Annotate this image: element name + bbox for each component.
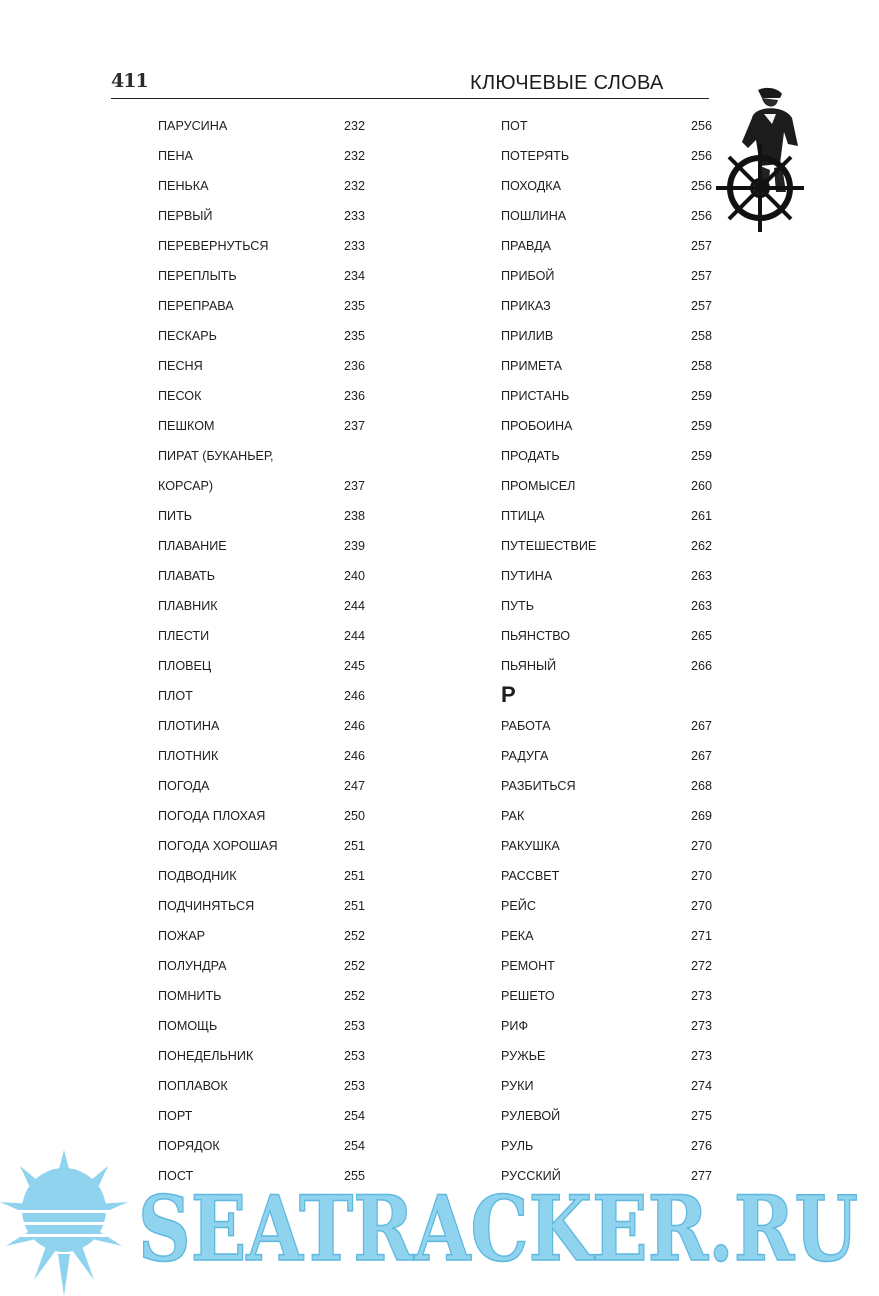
keyword-entry	[501, 1106, 731, 1136]
keyword-label: ПЕРВЫЙ	[158, 209, 213, 223]
keyword-entry	[501, 476, 731, 506]
keyword-page-number: 265	[691, 629, 713, 643]
keyword-entry	[501, 416, 731, 446]
keyword-label: РАБОТА	[501, 719, 551, 733]
keyword-label: ПЕРЕПРАВА	[158, 299, 234, 313]
keyword-label: ПРИМЕТА	[501, 359, 563, 373]
keyword-page-number: 240	[344, 569, 366, 583]
keyword-entry	[158, 176, 388, 206]
keyword-page-number: 275	[691, 1109, 713, 1123]
keyword-label: ПОПЛАВОК	[158, 1079, 228, 1093]
keyword-page-number: 232	[344, 149, 366, 163]
keyword-page-number: 244	[344, 599, 366, 613]
keyword-label: ПИРАТ (БУКАНЬЕР,	[158, 449, 274, 463]
keyword-label: ПЛОВЕЦ	[158, 659, 212, 673]
keyword-entry	[501, 986, 731, 1016]
keyword-label: ПЕРЕПЛЫТЬ	[158, 269, 237, 283]
keyword-page-number: 255	[344, 1169, 366, 1183]
keyword-page-number: 259	[691, 389, 713, 403]
keyword-label: ПОТ	[501, 119, 528, 133]
keyword-label: ПРОБОИНА	[501, 419, 573, 433]
keyword-page-number: 251	[344, 899, 366, 913]
keyword-entry	[501, 176, 731, 206]
keyword-label: РУКИ	[501, 1079, 534, 1093]
keyword-label: ПОДЧИНЯТЬСЯ	[158, 899, 255, 913]
keyword-entry	[158, 446, 388, 476]
keyword-column-left	[158, 116, 388, 1196]
keyword-page-number: 270	[691, 899, 713, 913]
keyword-entry	[501, 656, 731, 686]
keyword-label: ПРИСТАНЬ	[501, 389, 570, 403]
keyword-entry	[158, 386, 388, 416]
keyword-page-number: 235	[344, 299, 366, 313]
keyword-entry	[158, 416, 388, 446]
keyword-label: ПРОМЫСЕЛ	[501, 479, 576, 493]
keyword-entry	[158, 296, 388, 326]
keyword-page-number: 267	[691, 749, 713, 763]
keyword-entry	[501, 446, 731, 476]
keyword-page-number: 236	[344, 359, 366, 373]
keyword-entry	[501, 356, 731, 386]
keyword-page-number: 269	[691, 809, 713, 823]
keyword-entry	[501, 116, 731, 146]
keyword-page-number: 258	[691, 359, 713, 373]
keyword-page-number: 276	[691, 1139, 713, 1153]
keyword-page-number: 235	[344, 329, 366, 343]
keyword-page-number: 270	[691, 839, 713, 853]
section-letter-label: Р	[501, 682, 516, 707]
keyword-page-number: 252	[344, 989, 366, 1003]
keyword-page-number: 270	[691, 869, 713, 883]
keyword-page-number: 256	[691, 119, 713, 133]
keyword-page-number: 257	[691, 299, 713, 313]
keyword-label: ПОТЕРЯТЬ	[501, 149, 570, 163]
keyword-entry	[158, 986, 388, 1016]
keyword-label: ПОЖАР	[158, 929, 205, 943]
keyword-entry	[501, 1016, 731, 1046]
keyword-entry	[501, 536, 731, 566]
keyword-label: ПЬЯНСТВО	[501, 629, 571, 643]
keyword-entry	[501, 296, 731, 326]
keyword-entry	[501, 566, 731, 596]
keyword-label: ПИТЬ	[158, 509, 193, 523]
keyword-page-number: 236	[344, 389, 366, 403]
page-number: 411	[111, 70, 148, 92]
keyword-entry	[158, 806, 388, 836]
keyword-page-number: 267	[691, 719, 713, 733]
keyword-label: ПОНЕДЕЛЬНИК	[158, 1049, 254, 1063]
keyword-entry	[501, 836, 731, 866]
keyword-label: ПОЛУНДРА	[158, 959, 227, 973]
keyword-page-number: 246	[344, 689, 366, 703]
header-rule	[111, 98, 709, 99]
keyword-label: ПОГОДА ХОРОШАЯ	[158, 839, 278, 853]
keyword-entry	[501, 596, 731, 626]
keyword-entry	[501, 206, 731, 236]
section-letter	[501, 682, 731, 716]
keyword-label: ПЕНА	[158, 149, 193, 163]
keyword-entry	[501, 926, 731, 956]
seatracker-watermark	[0, 1150, 879, 1296]
keyword-label: ПЛАВНИК	[158, 599, 218, 613]
keyword-label: ПОРЯДОК	[158, 1139, 220, 1153]
keyword-page-number: 233	[344, 209, 366, 223]
helmsman-at-wheel-illustration	[714, 84, 814, 240]
keyword-entry	[501, 506, 731, 536]
keyword-entry	[501, 896, 731, 926]
keyword-label: ПОХОДКА	[501, 179, 562, 193]
keyword-entry	[158, 1076, 388, 1106]
keyword-label: ПРАВДА	[501, 239, 552, 253]
keyword-entry	[158, 896, 388, 926]
keyword-page-number: 232	[344, 179, 366, 193]
keyword-label: ПЛОТНИК	[158, 749, 219, 763]
keyword-page-number: 260	[691, 479, 713, 493]
keyword-label: ПРИЛИВ	[501, 329, 554, 343]
keyword-label: РАДУГА	[501, 749, 549, 763]
keyword-page-number: 247	[344, 779, 366, 793]
keyword-label: ПЛЕСТИ	[158, 629, 210, 643]
keyword-page-number: 246	[344, 719, 366, 733]
keyword-entry	[158, 1106, 388, 1136]
keyword-label: ПЕНЬКА	[158, 179, 209, 193]
keyword-entry	[501, 266, 731, 296]
keyword-entry	[501, 1076, 731, 1106]
keyword-entry	[501, 956, 731, 986]
keyword-entry	[158, 116, 388, 146]
keyword-page-number: 252	[344, 959, 366, 973]
keyword-page-number: 239	[344, 539, 366, 553]
keyword-label: РЕКА	[501, 929, 534, 943]
keyword-label: ПОМНИТЬ	[158, 989, 222, 1003]
keyword-label: ПЛАВАТЬ	[158, 569, 216, 583]
keyword-label: ПОШЛИНА	[501, 209, 567, 223]
keyword-entry	[501, 386, 731, 416]
keyword-label: РАКУШКА	[501, 839, 560, 853]
keyword-label: ПЕСНЯ	[158, 359, 203, 373]
keyword-page-number: 254	[344, 1139, 366, 1153]
keyword-page-number: 237	[344, 479, 366, 493]
keyword-entry	[158, 326, 388, 356]
keyword-entry	[158, 626, 388, 656]
keyword-entry	[501, 866, 731, 896]
keyword-entry	[158, 266, 388, 296]
keyword-label: ПУТИНА	[501, 569, 553, 583]
keyword-label: ПОДВОДНИК	[158, 869, 237, 883]
keyword-entry	[158, 926, 388, 956]
keyword-entry	[158, 836, 388, 866]
keyword-page-number: 251	[344, 869, 366, 883]
keyword-page-number: 256	[691, 149, 713, 163]
keyword-entry	[158, 206, 388, 236]
keyword-label: ПЕСОК	[158, 389, 202, 403]
keyword-label: ПОГОДА ПЛОХАЯ	[158, 809, 266, 823]
keyword-entry	[501, 1046, 731, 1076]
keyword-page-number: 256	[691, 179, 713, 193]
keyword-page-number: 274	[691, 1079, 713, 1093]
keyword-entry	[501, 776, 731, 806]
keyword-entry	[501, 236, 731, 266]
keyword-label: РЕЙС	[501, 899, 536, 913]
keyword-label: ПЕШКОМ	[158, 419, 215, 433]
keyword-entry	[501, 626, 731, 656]
watermark-text: SEATRACKER.RU	[138, 1176, 858, 1282]
keyword-page-number: 253	[344, 1049, 366, 1063]
keyword-page-number: 261	[691, 509, 713, 523]
keyword-label: РУССКИЙ	[501, 1169, 561, 1183]
keyword-label: РУЖЬЕ	[501, 1049, 546, 1063]
keyword-page-number: 253	[344, 1079, 366, 1093]
keyword-page-number: 257	[691, 269, 713, 283]
keyword-label: ПТИЦА	[501, 509, 545, 523]
keyword-page-number: 254	[344, 1109, 366, 1123]
keyword-page-number: 252	[344, 929, 366, 943]
keyword-label: РИФ	[501, 1019, 529, 1033]
keyword-label: ПРИКАЗ	[501, 299, 551, 313]
keyword-label: ПОРТ	[158, 1109, 193, 1123]
keyword-page-number: 257	[691, 239, 713, 253]
keyword-label: РЕШЕТО	[501, 989, 555, 1003]
keyword-page-number: 233	[344, 239, 366, 253]
keyword-label: ПЬЯНЫЙ	[501, 659, 557, 673]
keyword-entry	[158, 776, 388, 806]
keyword-label: ПУТЕШЕСТВИЕ	[501, 539, 597, 553]
keyword-page-number: 262	[691, 539, 713, 553]
keyword-entry	[501, 716, 731, 746]
keyword-entry	[501, 326, 731, 356]
keyword-entry	[501, 746, 731, 776]
keyword-label: ПАРУСИНА	[158, 119, 228, 133]
keyword-label: ПЛАВАНИЕ	[158, 539, 227, 553]
keyword-entry	[158, 566, 388, 596]
keyword-page-number: 271	[691, 929, 713, 943]
keyword-entry	[158, 476, 388, 506]
keyword-page-number: 250	[344, 809, 366, 823]
keyword-entry	[158, 506, 388, 536]
keyword-label: ПЛОТИНА	[158, 719, 220, 733]
keyword-entry	[158, 236, 388, 266]
keyword-page-number: 268	[691, 779, 713, 793]
keyword-entry	[158, 746, 388, 776]
keyword-entry	[501, 806, 731, 836]
keyword-column-right	[501, 116, 731, 1196]
keyword-entry	[158, 686, 388, 716]
keyword-page-number: 234	[344, 269, 366, 283]
keyword-entry	[158, 1016, 388, 1046]
keyword-page-number: 256	[691, 209, 713, 223]
keyword-entry	[158, 356, 388, 386]
keyword-label: ПОСТ	[158, 1169, 194, 1183]
keyword-page-number: 273	[691, 1019, 713, 1033]
keyword-page-number: 251	[344, 839, 366, 853]
keyword-label: ПУТЬ	[501, 599, 535, 613]
keyword-page-number: 263	[691, 599, 713, 613]
keyword-page-number: 259	[691, 449, 713, 463]
keyword-page-number: 259	[691, 419, 713, 433]
keyword-entry	[501, 146, 731, 176]
keyword-page-number: 232	[344, 119, 366, 133]
keyword-label: ПРОДАТЬ	[501, 449, 560, 463]
keyword-label: РЕМОНТ	[501, 959, 555, 973]
keyword-page-number: 273	[691, 1049, 713, 1063]
keyword-page-number: 238	[344, 509, 366, 523]
keyword-label: РАССВЕТ	[501, 869, 560, 883]
keyword-label: РУЛЕВОЙ	[501, 1109, 561, 1123]
keyword-entry	[158, 596, 388, 626]
keyword-page-number: 272	[691, 959, 713, 973]
keyword-page-number: 273	[691, 989, 713, 1003]
keyword-page-number: 245	[344, 659, 366, 673]
keyword-label: РАЗБИТЬСЯ	[501, 779, 576, 793]
keyword-page-number: 277	[691, 1169, 713, 1183]
keyword-page-number: 253	[344, 1019, 366, 1033]
keyword-label: ПОГОДА	[158, 779, 210, 793]
keyword-entry	[158, 656, 388, 686]
keyword-entry	[158, 866, 388, 896]
keyword-label: ПЛОТ	[158, 689, 193, 703]
page-title: КЛЮЧЕВЫЕ СЛОВА	[470, 72, 664, 94]
keyword-label: ПОМОЩЬ	[158, 1019, 218, 1033]
keyword-page-number: 246	[344, 749, 366, 763]
keyword-label: ПРИБОЙ	[501, 269, 555, 283]
keyword-label: РУЛЬ	[501, 1139, 534, 1153]
keyword-entry	[158, 716, 388, 746]
keyword-label: КОРСАР)	[158, 479, 214, 493]
keyword-entry	[158, 956, 388, 986]
keyword-label: ПЕСКАРЬ	[158, 329, 217, 343]
keyword-entry	[158, 1046, 388, 1076]
keyword-page-number: 266	[691, 659, 713, 673]
keyword-page-number: 258	[691, 329, 713, 343]
keyword-page-number: 237	[344, 419, 366, 433]
keyword-page-number: 263	[691, 569, 713, 583]
keyword-label: РАК	[501, 809, 525, 823]
keyword-entry	[158, 146, 388, 176]
keyword-entry	[158, 536, 388, 566]
keyword-label: ПЕРЕВЕРНУТЬСЯ	[158, 239, 269, 253]
keyword-page-number: 244	[344, 629, 366, 643]
